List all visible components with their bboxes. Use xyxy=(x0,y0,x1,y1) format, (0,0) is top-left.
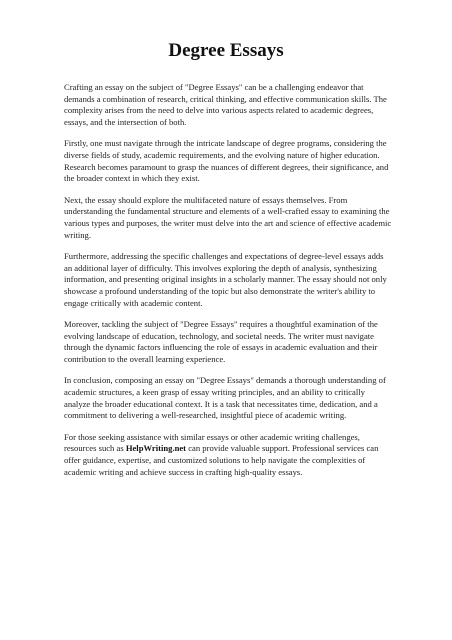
document-body xyxy=(64,82,392,488)
paragraph-conclusion: In conclusion, composing an essay on "Degree Essays" demands a thorough understanding of academic structures, a keen grasp of essay writing principles, and an ability to critically analyze the broader educational context. It is a task that necessitates time, dedication, and a commitment to delivering a well-researched, insightful piece of academic writing. xyxy=(64,375,386,421)
paragraph-intro: Crafting an essay on the subject of "Degree Essays" can be a challenging endeavor that demands a combination of research, critical thinking, and effective communication skills. The complexity arises from the need to delve into various aspects related to academic degrees, essays, and the intersection of both. xyxy=(64,82,387,127)
closing-text-after: can provide valuable support. Professional services can offer guidance, expertise, and customized solutions to help navigate the complexities of academic writing and achieve success in crafting high-quality essays. xyxy=(64,443,379,477)
paragraph-essay-nature: Next, the essay should explore the multifaceted nature of essays themselves. From understanding the fundamental structure and elements of a well-crafted essay to examining the various types and purposes, the writer must delve into the art and science of effective academic writing. xyxy=(64,194,392,240)
paragraph-closing xyxy=(64,432,392,478)
paragraph-evolving-landscape: Moreover, tackling the subject of "Degree Essays" requires a thoughtful examination of the evolving landscape of education, technology, and societal needs. The writer must navigate through the dynamic factors influencing the role of essays in academic evaluation and their contribution to the overall learning experience. xyxy=(64,319,378,364)
page-title: Degree Essays xyxy=(168,40,284,61)
paragraph-challenges: Furthermore, addressing the specific challenges and expectations of degree-level essays adds an additional layer of difficulty. This involves exploring the depth of analysis, synthesizing information, and presenting original insights in a scholarly manner. The essay should not only showcase a profound understanding of the topic but also demonstrate the writer's ability to engage critically with academic content. xyxy=(64,251,387,308)
closing-text-before: For those seeking assistance with similar essays or other academic writing challenges, resources such as xyxy=(64,431,360,454)
paragraph-degree-programs: Firstly, one must navigate through the intricate landscape of degree programs, considering the diverse fields of study, academic requirements, and the evolving nature of higher education. Research becomes paramount to grasp the nuances of different degrees, their significance, and the broader context in which they exist. xyxy=(64,138,389,184)
brand-link[interactable]: HelpWriting.net xyxy=(125,443,187,454)
